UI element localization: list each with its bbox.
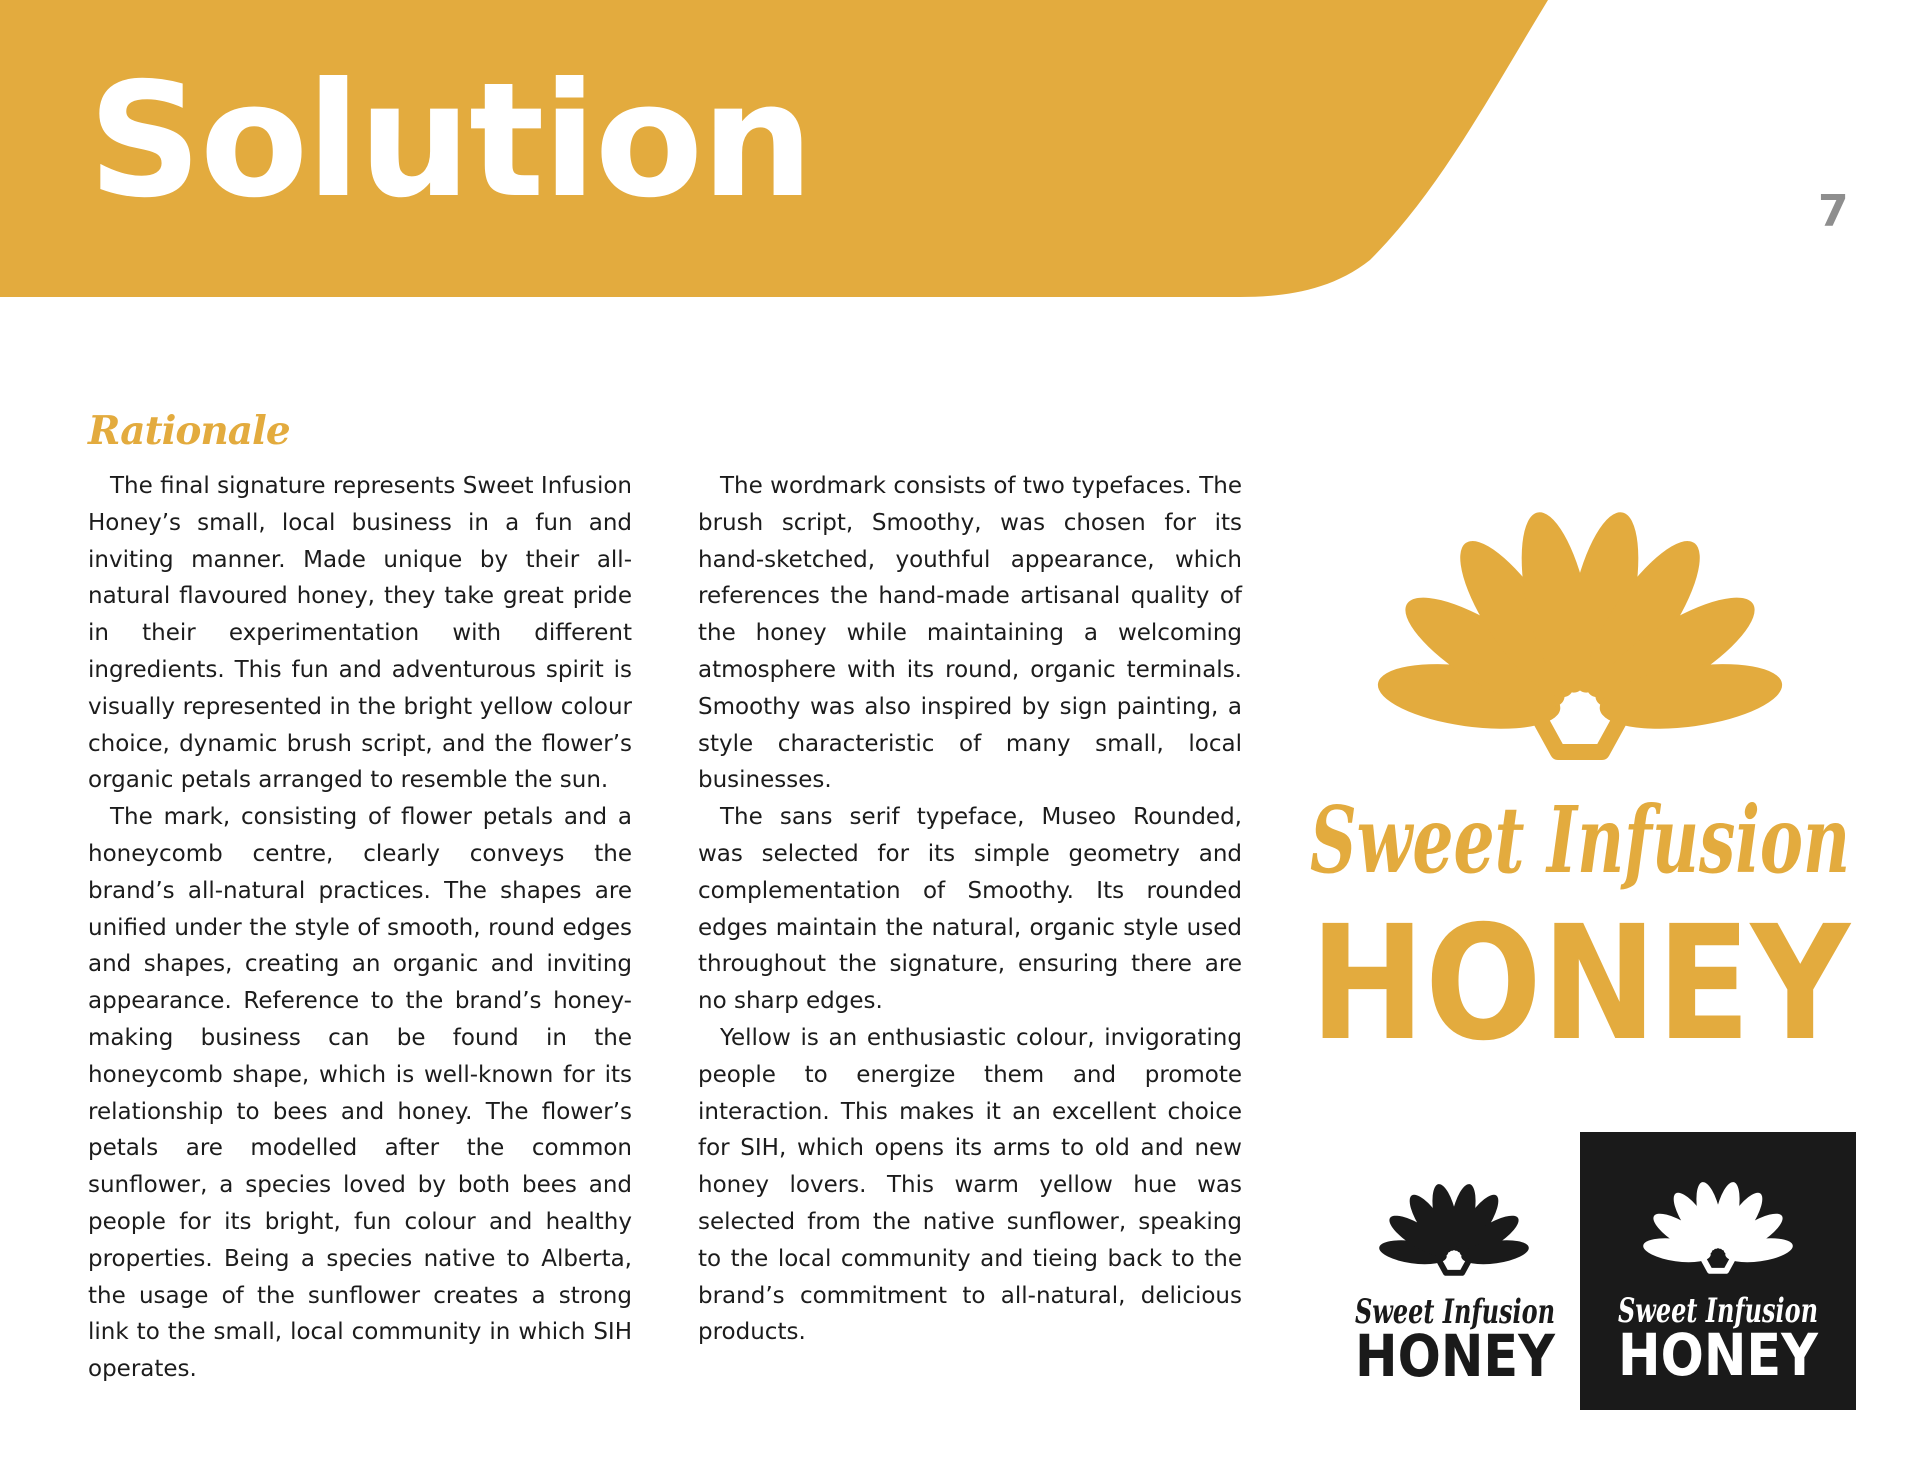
right-paragraph-2: The sans serif typeface, Museo Rounded, was selected for its simple geometry and complementation of Smoothy. Its rounded edges maintain the natural, organic style used throughout the signature, ensuring there are no sharp edges. [698,804,1242,1015]
sunflower-honeycomb-icon [1374,506,1786,752]
logo-script-text: Sweet Infusion [1618,1291,1818,1331]
left-paragraph-1: The final signature represents Sweet Infusion Honey’s small, local business in a fun and inviting manner. Made unique by their all-natural flavoured honey, they take great pride in their experimentation with different ingredients. This fun and adventurous spirit is visually represented in the bright yellow colour choice, dynamic brush script, and the flower’s organic petals arranged to resemble the sun. [88,473,632,794]
sunflower-honeycomb-icon [1378,1182,1531,1273]
right-paragraph-3: Yellow is an enthusiastic colour, invigorating people to energize them and promote interaction. This makes it an excellent choice for SIH, which opens its arms to old and new honey lovers. This warm yellow hue was selected from the native sunflower, speaking to the local community and tieing back to the brand’s commitment to all-natural, delicious products. [698,1024,1242,1346]
logo-script-text: Sweet Infusion [1310,786,1850,894]
logo-honey-text: HONEY [1355,1322,1556,1390]
page-title: Solution [88,49,812,233]
left-paragraph-2: The mark, consisting of flower petals and a honeycomb centre, clearly conveys the brand’s all-natural practices. The shapes are unified under the style of smooth, round edges and shapes, creating an organic and inviting appearance. Reference to the brand’s honey-making business can be found in the honeycomb shape, which is well-known for its relationship to bees and honey. The flower’s petals are modelled after the common sunflower, a species loved by both bees and people for its bright, fun colour and healthy properties. Being a species native to Alberta, the usage of the sunflower creates a strong link to the small, local community in which SIH operates. [88,804,632,1383]
main-logo [1300,440,1860,1076]
logo-script-text: Sweet Infusion [1355,1292,1555,1332]
right-text-column [698,468,1242,1368]
page-number: 7 [1818,186,1849,237]
logo-honey-text: HONEY [1618,1321,1819,1389]
black-logo [1330,1130,1580,1410]
logo-honey-text: HONEY [1310,892,1852,1076]
section-heading: Rationale [88,408,290,454]
reversed-logo-panel [1580,1132,1856,1410]
sunflower-honeycomb-icon [1642,1180,1795,1271]
right-paragraph-1: The wordmark consists of two typefaces. The brush script, Smoothy, was chosen for its hand-sketched, youthful appearance, which references the hand-made artisanal quality of the honey while maintaining a welcoming atmosphere with its round, organic terminals. Smoothy was also inspired by sign painting, a style characteristic of many small, local businesses. [698,473,1242,794]
reversed-logo [1580,1132,1856,1410]
left-text-column [88,468,632,1388]
